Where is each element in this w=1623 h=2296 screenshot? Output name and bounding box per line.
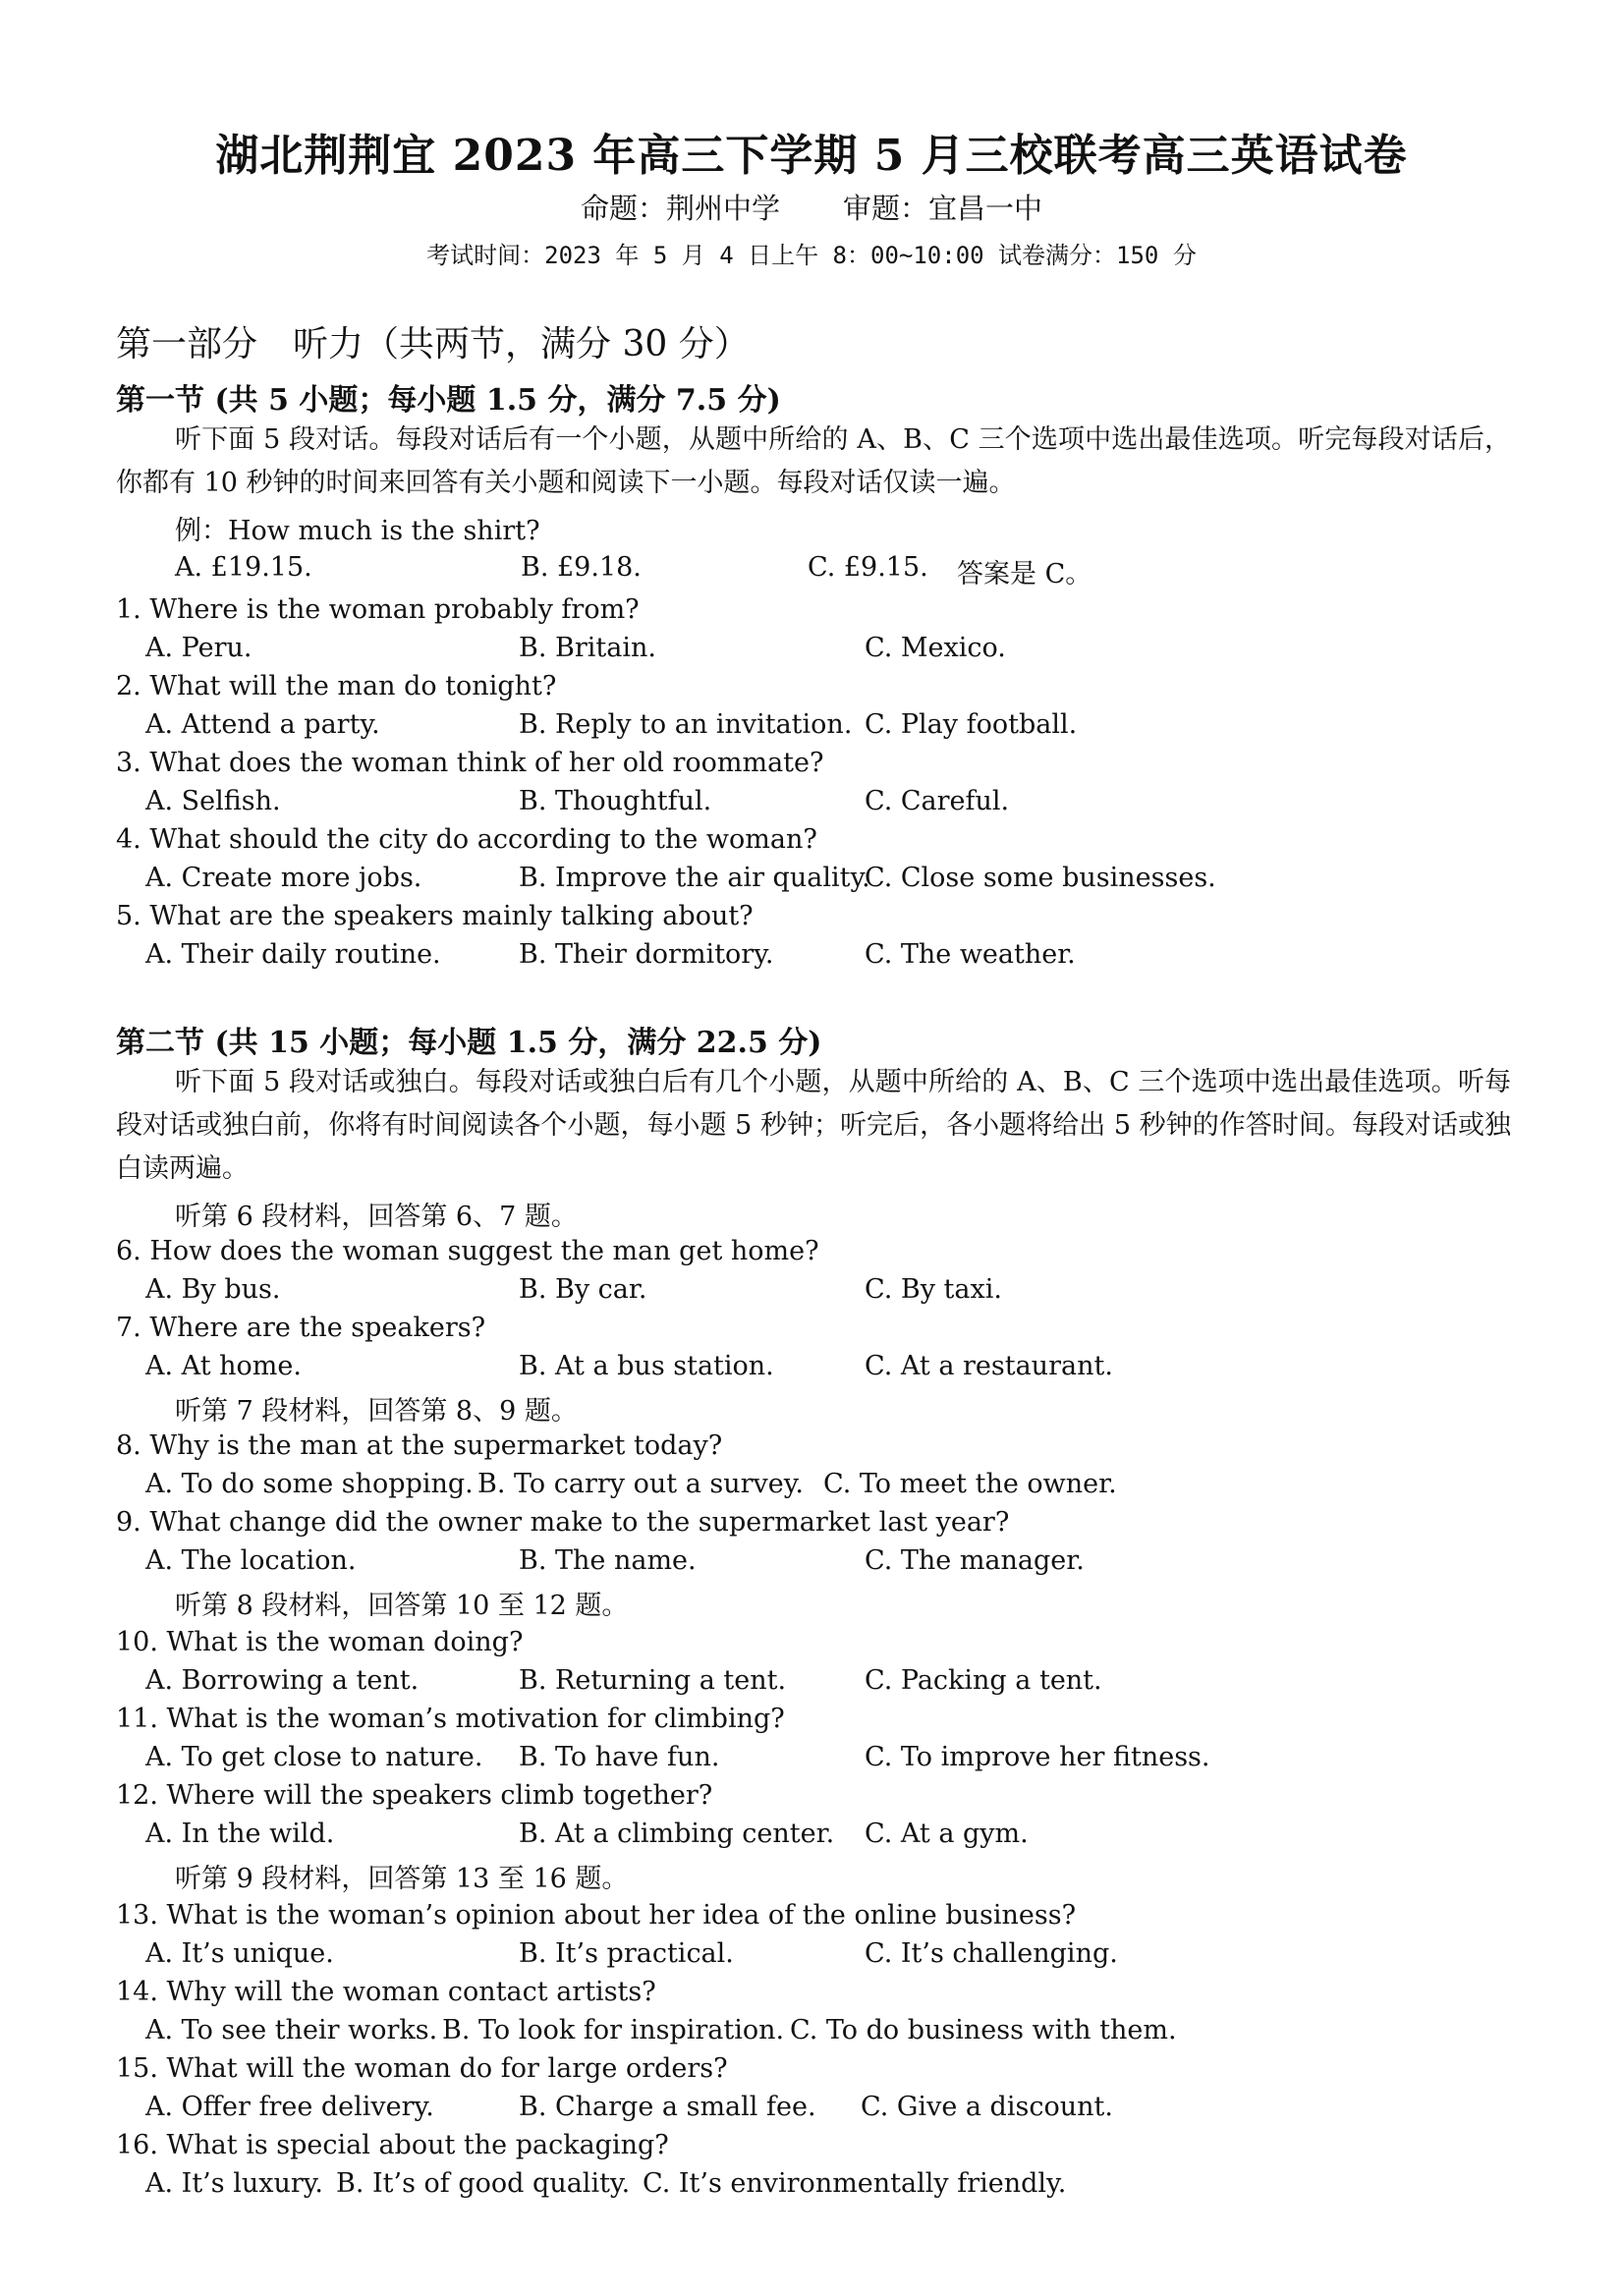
option-a: A. In the wild. <box>145 1819 335 1849</box>
option-a: A. To get close to nature. <box>145 1742 483 1772</box>
option-b: B. It’s practical. <box>519 1938 734 1969</box>
option-a: A. Their daily routine. <box>145 939 441 970</box>
section2-heading: 第二节 (共 15 小题；每小题 1.5 分，满分 22.5 分) <box>116 1026 822 1060</box>
part-heading: 第一部分 听力（共两节，满分 30 分） <box>116 324 750 364</box>
option-b: B. The name. <box>519 1545 697 1576</box>
question-1: 1. Where is the woman probably from? <box>116 594 640 625</box>
question-2: 2. What will the man do tonight? <box>116 671 557 701</box>
option-b: B. To look for inspiration. <box>442 2015 785 2045</box>
option-c: C. To improve her fitness. <box>865 1742 1210 1772</box>
question-6: 6. How does the woman suggest the man get home? <box>116 1236 819 1266</box>
question-15: 15. What will the woman do for large orders? <box>116 2053 728 2084</box>
option-c: C. At a gym. <box>865 1819 1029 1849</box>
option-a: A. It’s unique. <box>145 1938 334 1969</box>
option-c: C. Mexico. <box>865 633 1006 663</box>
option-c: C. It’s challenging. <box>865 1938 1118 1969</box>
option-b: B. It’s of good quality. <box>336 2168 631 2199</box>
option-a: A. To do some shopping. <box>145 1469 474 1499</box>
option-a: A. It’s luxury. <box>145 2168 323 2199</box>
option-c: C. Close some businesses. <box>865 863 1216 893</box>
example-option-c: C. £9.15. <box>808 552 928 583</box>
option-c: C. Packing a tent. <box>865 1665 1102 1696</box>
section1-heading: 第一节 (共 5 小题；每小题 1.5 分，满分 7.5 分) <box>116 383 781 418</box>
question-4: 4. What should the city do according to the woman? <box>116 824 817 855</box>
option-a: A. Offer free delivery. <box>145 2092 434 2122</box>
option-c: C. The manager. <box>865 1545 1085 1576</box>
option-b: B. Improve the air quality. <box>519 863 870 893</box>
example-answer: 答案是 C。 <box>957 559 1092 589</box>
question-10: 10. What is the woman doing? <box>116 1627 524 1657</box>
option-a: A. Borrowing a tent. <box>145 1665 420 1696</box>
exam-info: 考试时间：2023 年 5 月 4 日上午 8：00~10:00 试卷满分：150 分 <box>426 242 1197 269</box>
section2-instructions: 听下面 5 段对话或独白。每段对话或独白后有几个小题，从题中所给的 A、B、C 三个选项中选出最佳选项。听每段对话或独白前，你将有时间阅读各个小题，每小题 5 秒钟；听完后，各小题将给出 5 秒钟的作答时间。每段对话或独白读两遍。 <box>116 1067 1511 1184</box>
section1-instructions: 听下面 5 段对话。每段对话后有一个小题，从题中所给的 A、B、C 三个选项中选出最佳选项。听完每段对话后，你都有 10 秒钟的时间来回答有关小题和阅读下一小题。每段对话仅读一遍。 <box>116 424 1511 498</box>
setter: 命题：荆州中学 <box>580 192 780 225</box>
option-b: B. Returning a tent. <box>519 1665 787 1696</box>
option-b: B. Britain. <box>519 633 656 663</box>
material-note-8: 听第 8 段材料，回答第 10 至 12 题。 <box>175 1591 629 1621</box>
option-c: C. It’s environmentally friendly. <box>643 2168 1067 2199</box>
setter-line <box>0 187 1623 227</box>
question-9: 9. What change did the owner make to the supermarket last year? <box>116 1507 1010 1538</box>
material-note-6: 听第 6 段材料，回答第 6、7 题。 <box>175 1202 578 1232</box>
question-11: 11. What is the woman’s motivation for climbing? <box>116 1704 785 1734</box>
option-c: C. Give a discount. <box>861 2092 1113 2122</box>
option-b: B. Their dormitory. <box>519 939 774 970</box>
question-3: 3. What does the woman think of her old roommate? <box>116 748 824 778</box>
question-8: 8. Why is the man at the supermarket today? <box>116 1430 723 1461</box>
example-option-b: B. £9.18. <box>521 552 642 583</box>
option-b: B. Charge a small fee. <box>519 2092 816 2122</box>
material-note-9: 听第 9 段材料，回答第 13 至 16 题。 <box>175 1864 629 1894</box>
option-a: A. At home. <box>145 1351 302 1381</box>
option-b: B. By car. <box>519 1274 647 1305</box>
option-b: B. At a bus station. <box>519 1351 774 1381</box>
question-13: 13. What is the woman’s opinion about her idea of the online business? <box>116 1900 1077 1931</box>
option-a: A. The location. <box>145 1545 357 1576</box>
question-16: 16. What is special about the packaging? <box>116 2130 669 2160</box>
example-question: 例：How much is the shirt? <box>175 516 540 546</box>
option-a: A. Selfish. <box>145 786 281 816</box>
option-a: A. By bus. <box>145 1274 281 1305</box>
question-14: 14. Why will the woman contact artists? <box>116 1977 656 2007</box>
option-c: C. Play football. <box>865 709 1078 740</box>
material-note-7: 听第 7 段材料，回答第 8、9 题。 <box>175 1396 578 1427</box>
option-a: A. Attend a party. <box>145 709 380 740</box>
question-12: 12. Where will the speakers climb together? <box>116 1780 713 1811</box>
option-c: C. Careful. <box>865 786 1010 816</box>
question-7: 7. Where are the speakers? <box>116 1313 486 1343</box>
option-b: B. Thoughtful. <box>519 786 712 816</box>
exam-title: 湖北荆荆宜 2023 年高三下学期 5 月三校联考高三英语试卷 <box>215 131 1408 181</box>
option-a: A. To see their works. <box>145 2015 438 2045</box>
question-5: 5. What are the speakers mainly talking about? <box>116 901 754 931</box>
option-b: B. At a climbing center. <box>519 1819 835 1849</box>
option-c: C. To meet the owner. <box>823 1469 1117 1499</box>
option-c: C. The weather. <box>865 939 1076 970</box>
option-a: A. Peru. <box>145 633 252 663</box>
option-a: A. Create more jobs. <box>145 863 422 893</box>
option-b: B. To carry out a survey. <box>477 1469 805 1499</box>
reviewer: 审题：宜昌一中 <box>843 192 1043 225</box>
option-b: B. To have fun. <box>519 1742 720 1772</box>
option-c: C. By taxi. <box>865 1274 1002 1305</box>
option-c: C. At a restaurant. <box>865 1351 1113 1381</box>
option-b: B. Reply to an invitation. <box>519 709 853 740</box>
option-c: C. To do business with them. <box>790 2015 1177 2045</box>
example-option-a: A. £19.15. <box>175 552 312 583</box>
